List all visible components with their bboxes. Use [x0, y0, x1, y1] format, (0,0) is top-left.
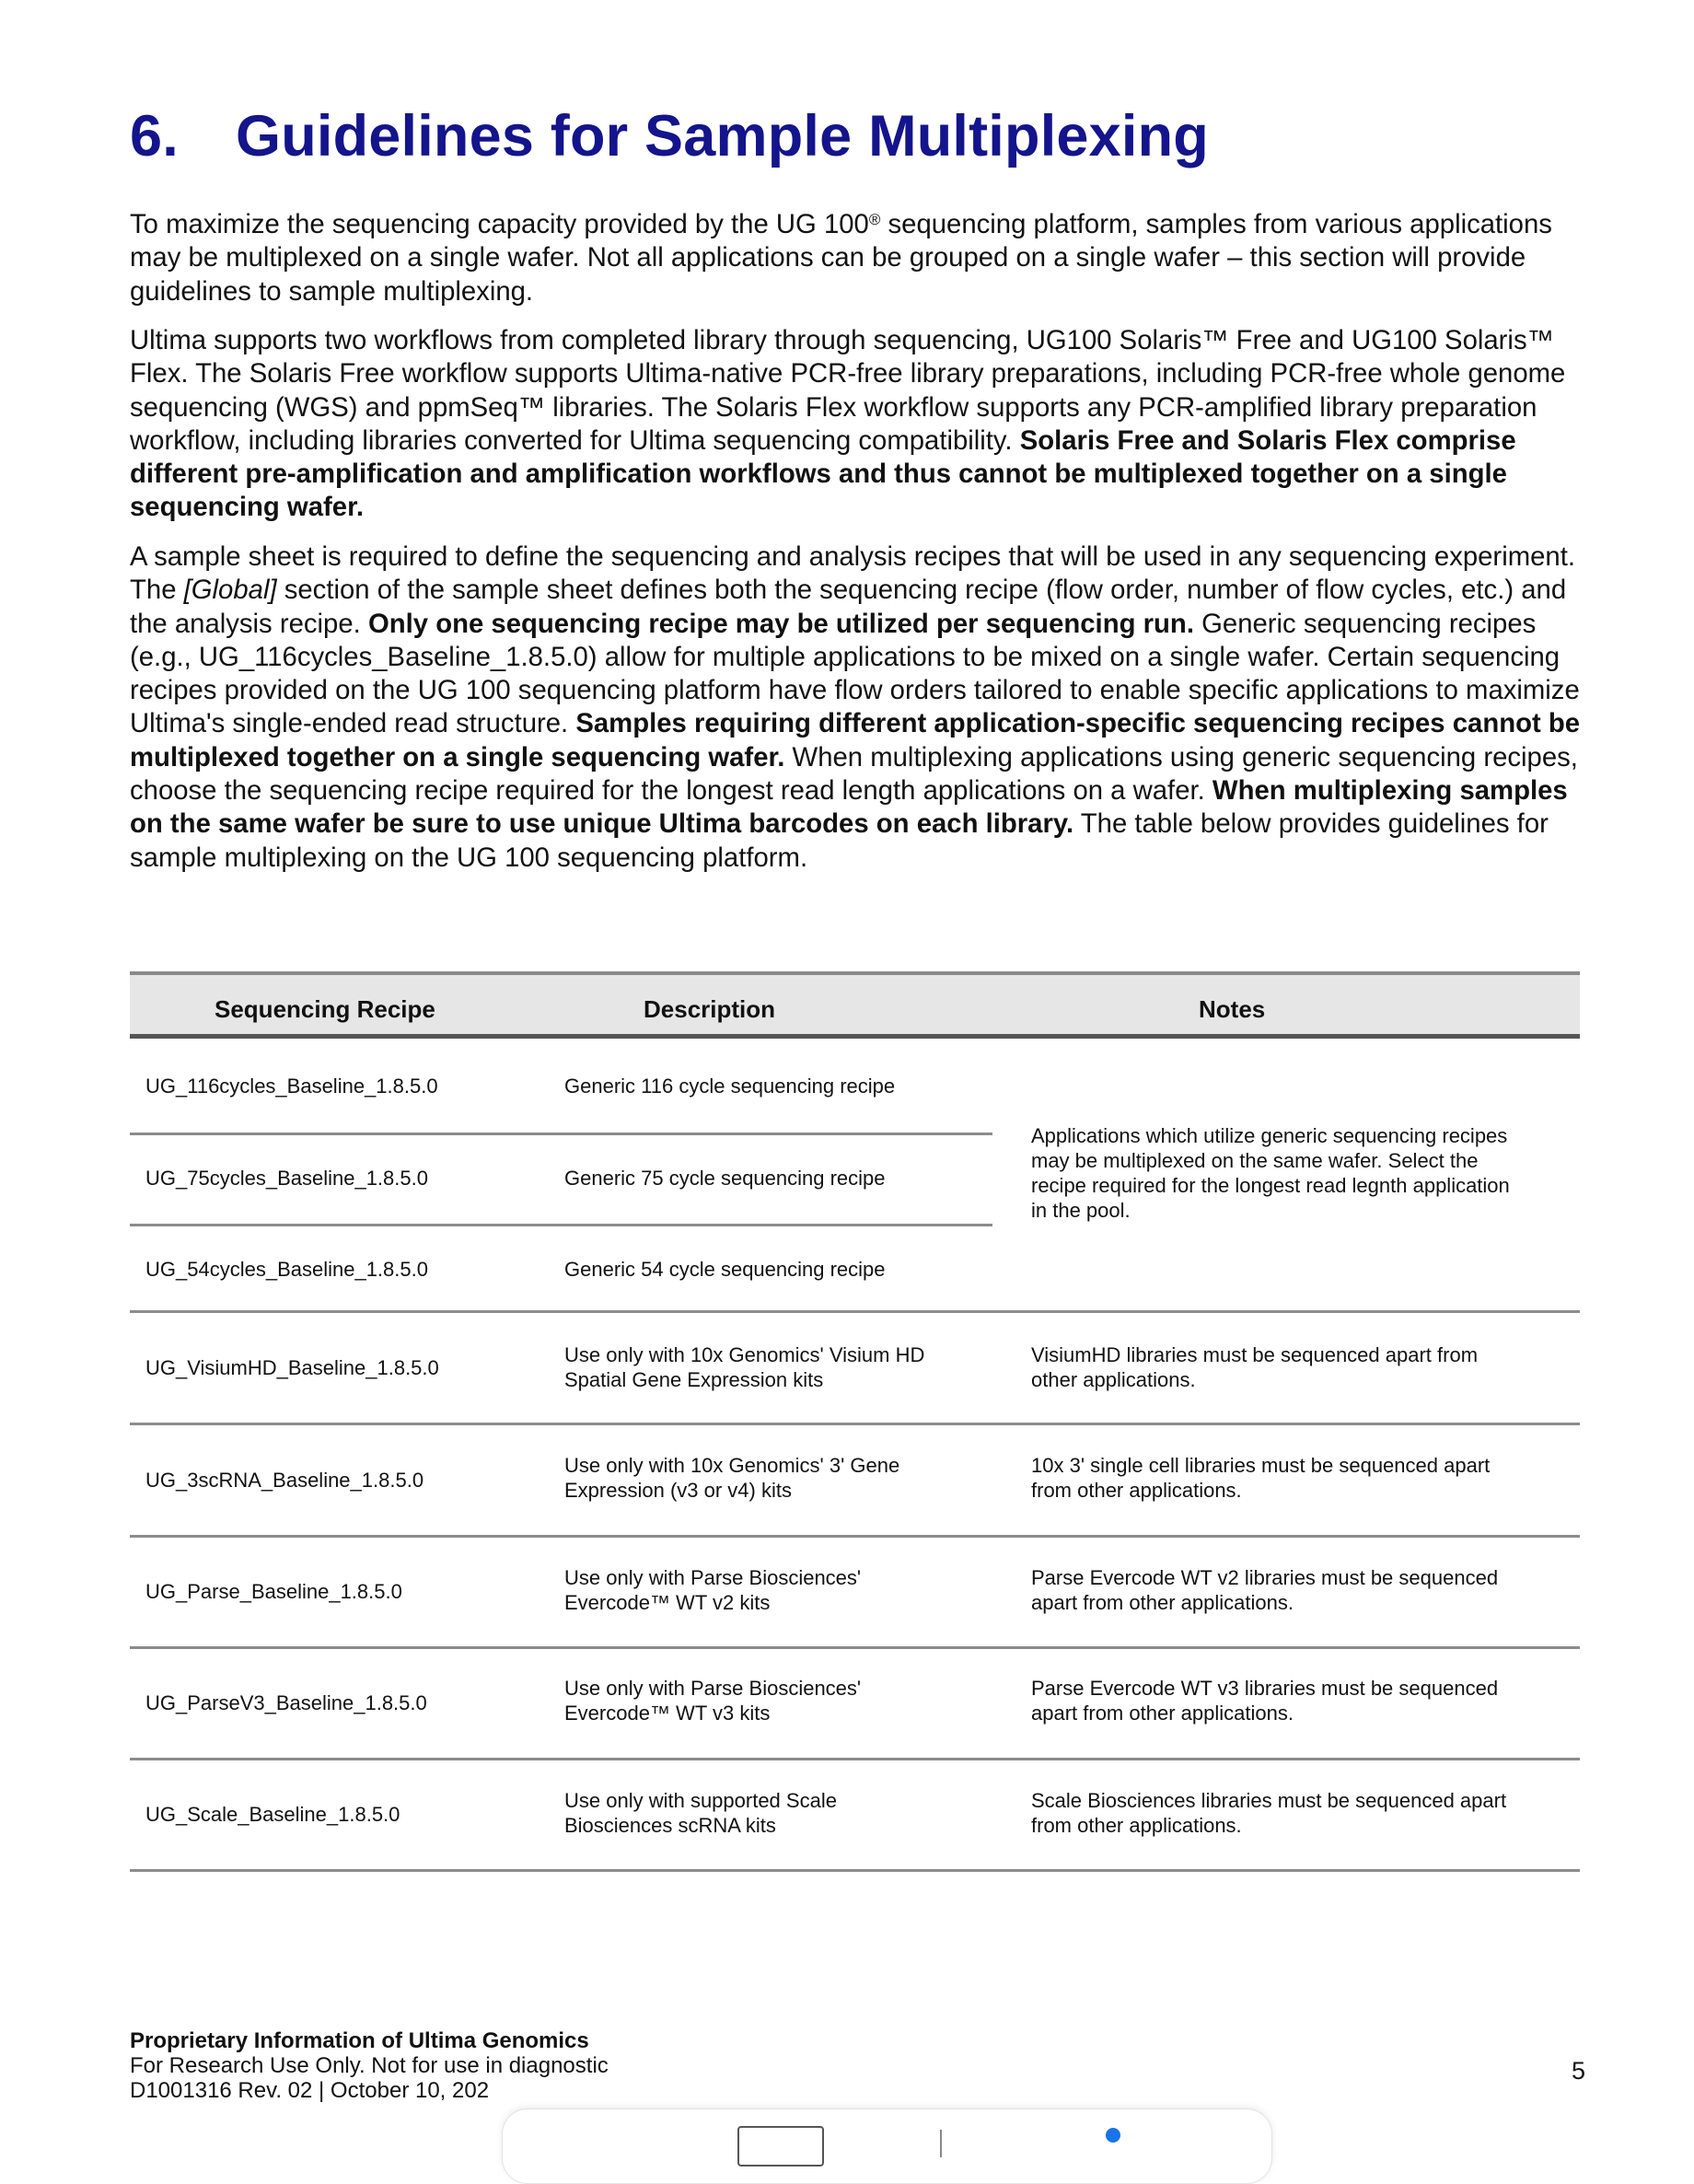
recipe-cell: UG_116cycles_Baseline_1.8.5.0 — [145, 1075, 438, 1098]
viewer-toolbar[interactable] — [502, 2108, 1272, 2184]
text: When multiplexing applications using generic sequencing recipes, choose the sequencing recipe required for the longest read length applications on a wafer. — [130, 741, 1578, 807]
note-line: recipe required for the longest read legnth application — [1031, 1174, 1510, 1197]
italic-text: [Global] — [183, 575, 277, 606]
row-divider — [130, 1133, 992, 1135]
intro-paragraph — [130, 208, 1603, 308]
note-line: may be multiplexed on the same wafer. Select the — [1031, 1149, 1479, 1172]
description-cell: Evercode™ WT v3 kits — [564, 1702, 771, 1725]
notes-cell: apart from other applications. — [1031, 1702, 1294, 1725]
row-divider — [130, 1224, 992, 1226]
description-cell: Use only with Parse Biosciences' — [564, 1566, 862, 1589]
recipe-cell: UG_Scale_Baseline_1.8.5.0 — [145, 1803, 400, 1826]
notes-cell: apart from other applications. — [1031, 1591, 1294, 1614]
recipe-cell: UG_54cycles_Baseline_1.8.5.0 — [145, 1258, 428, 1281]
description-cell: Use only with 10x Genomics' Visium HD — [564, 1343, 925, 1366]
description-cell: Generic 54 cycle sequencing recipe — [564, 1258, 886, 1281]
section-title: Guidelines for Sample Multiplexing — [236, 104, 1209, 168]
recipe-cell: UG_ParseV3_Baseline_1.8.5.0 — [145, 1691, 427, 1714]
note-line: Applications which utilize generic sequencing recipes — [1031, 1124, 1508, 1147]
row-divider — [130, 1758, 1580, 1760]
notes-cell: VisiumHD libraries must be sequenced apart from — [1031, 1343, 1479, 1366]
emphasis-text: When multiplexing samples on the same wafer be sure to use unique Ultima barcodes on each library. — [130, 775, 1568, 840]
description-cell: Expression (v3 or v4) kits — [564, 1479, 792, 1502]
description-cell: Generic 75 cycle sequencing recipe — [564, 1167, 886, 1190]
recipe-cell: UG_3scRNA_Baseline_1.8.5.0 — [145, 1469, 424, 1492]
workflows-paragraph — [130, 324, 1603, 525]
toolbar-divider — [940, 2130, 942, 2157]
toolbar-accent-icon[interactable] — [1106, 2128, 1120, 2143]
text: To maximize the sequencing capacity provided by the UG 100 — [130, 209, 869, 239]
description-cell: Generic 116 cycle sequencing recipe — [564, 1075, 896, 1098]
row-divider — [130, 1310, 1580, 1313]
recipe-cell: UG_Parse_Baseline_1.8.5.0 — [145, 1580, 402, 1603]
sample-sheet-paragraph — [130, 540, 1603, 875]
text: A sample sheet is required to define the sequencing and analysis recipes that will be used in any sequencing experiment. The — [130, 541, 1575, 606]
header-description: Description — [644, 995, 776, 1023]
table-header-border — [130, 1034, 1580, 1039]
recipe-cell: UG_75cycles_Baseline_1.8.5.0 — [145, 1167, 428, 1190]
recipe-cell: UG_VisiumHD_Baseline_1.8.5.0 — [145, 1356, 439, 1379]
multiplexing-table — [130, 971, 1580, 1883]
note-line: in the pool. — [1031, 1199, 1131, 1222]
notes-cell: Parse Evercode WT v2 libraries must be sequenced — [1031, 1566, 1499, 1589]
emphasis-text: Solaris Free and Solaris Flex comprise different pre-amplification and amplification workflows and thus cannot be multiplexed together on a single sequencing wafer. — [130, 424, 1516, 523]
page-number: 5 — [1572, 2057, 1586, 2085]
text: sequencing platform, samples from various applications may be multiplexed on a single wafer. Not all applications can be grouped on a single wafer – this section will provide guidelines to sample multiplexing. — [130, 209, 1552, 307]
notes-cell: Parse Evercode WT v3 libraries must be sequenced — [1031, 1677, 1499, 1700]
emphasis-text: Samples requiring different application-specific sequencing recipes cannot be multiplexed together on a single sequencing wafer. — [130, 708, 1581, 773]
footer-research-use: For Research Use Only. Not for use in diagnostic — [130, 2053, 609, 2078]
description-cell: Biosciences scRNA kits — [564, 1814, 776, 1837]
row-divider — [130, 1646, 1580, 1649]
text: Generic sequencing recipes (e.g., UG_116cycles_Baseline_1.8.5.0) allow for multiple applications to be mixed on a single wafer. Certain sequencing recipes provided on the UG 100 sequencing platform have flow orders tailored to enable specific applications to maximize Ultima's single-ended read structure. — [130, 608, 1580, 739]
header-notes: Notes — [1199, 995, 1266, 1023]
header-sequencing-recipe: Sequencing Recipe — [215, 995, 435, 1023]
description-cell: Use only with Parse Biosciences' — [564, 1677, 862, 1700]
footer-doc-revision: D1001316 Rev. 02 | October 10, 202 — [130, 2078, 490, 2103]
section-heading — [130, 103, 1209, 169]
description-cell: Use only with 10x Genomics' 3' Gene — [564, 1454, 900, 1477]
footer-proprietary: Proprietary Information of Ultima Genomics — [130, 2028, 589, 2053]
notes-cell: other applications. — [1031, 1368, 1196, 1391]
table-header-row — [130, 975, 1580, 1034]
description-cell: Use only with supported Scale — [564, 1789, 837, 1812]
row-divider — [130, 1423, 1580, 1425]
notes-cell: Scale Biosciences libraries must be sequenced apart — [1031, 1789, 1507, 1812]
table-bottom-border — [130, 1869, 1580, 1872]
notes-cell: 10x 3' single cell libraries must be sequenced apart — [1031, 1454, 1491, 1477]
page-number-input[interactable] — [737, 2126, 824, 2167]
notes-cell: from other applications. — [1031, 1479, 1242, 1502]
description-cell: Spatial Gene Expression kits — [564, 1368, 824, 1391]
text: section of the sample sheet defines both the sequencing recipe (flow order, number of flow cycles, etc.) and the analysis recipe. — [130, 575, 1567, 639]
text: Ultima supports two workflows from completed library through sequencing, UG100 Solaris™ Free and UG100 Solaris™ Flex. The Solaris Free workflow supports Ultima-native PCR-free library preparations, including PCR-free whole genome sequencing (WGS) and ppmSeq™ libraries. The Solaris Flex workflow supports any PCR-amplified library preparation workflow, including libraries converted for Ultima sequencing compatibility. — [130, 325, 1566, 456]
section-number: 6. — [130, 104, 179, 168]
row-divider — [130, 1535, 1580, 1538]
description-cell: Evercode™ WT v2 kits — [564, 1591, 771, 1614]
text: The table below provides guidelines for sample multiplexing on the UG 100 sequencing platform. — [130, 808, 1549, 873]
notes-cell: from other applications. — [1031, 1814, 1242, 1837]
registered-mark: ® — [868, 211, 881, 228]
emphasis-text: Only one sequencing recipe may be utilized per sequencing run. — [367, 608, 1194, 639]
